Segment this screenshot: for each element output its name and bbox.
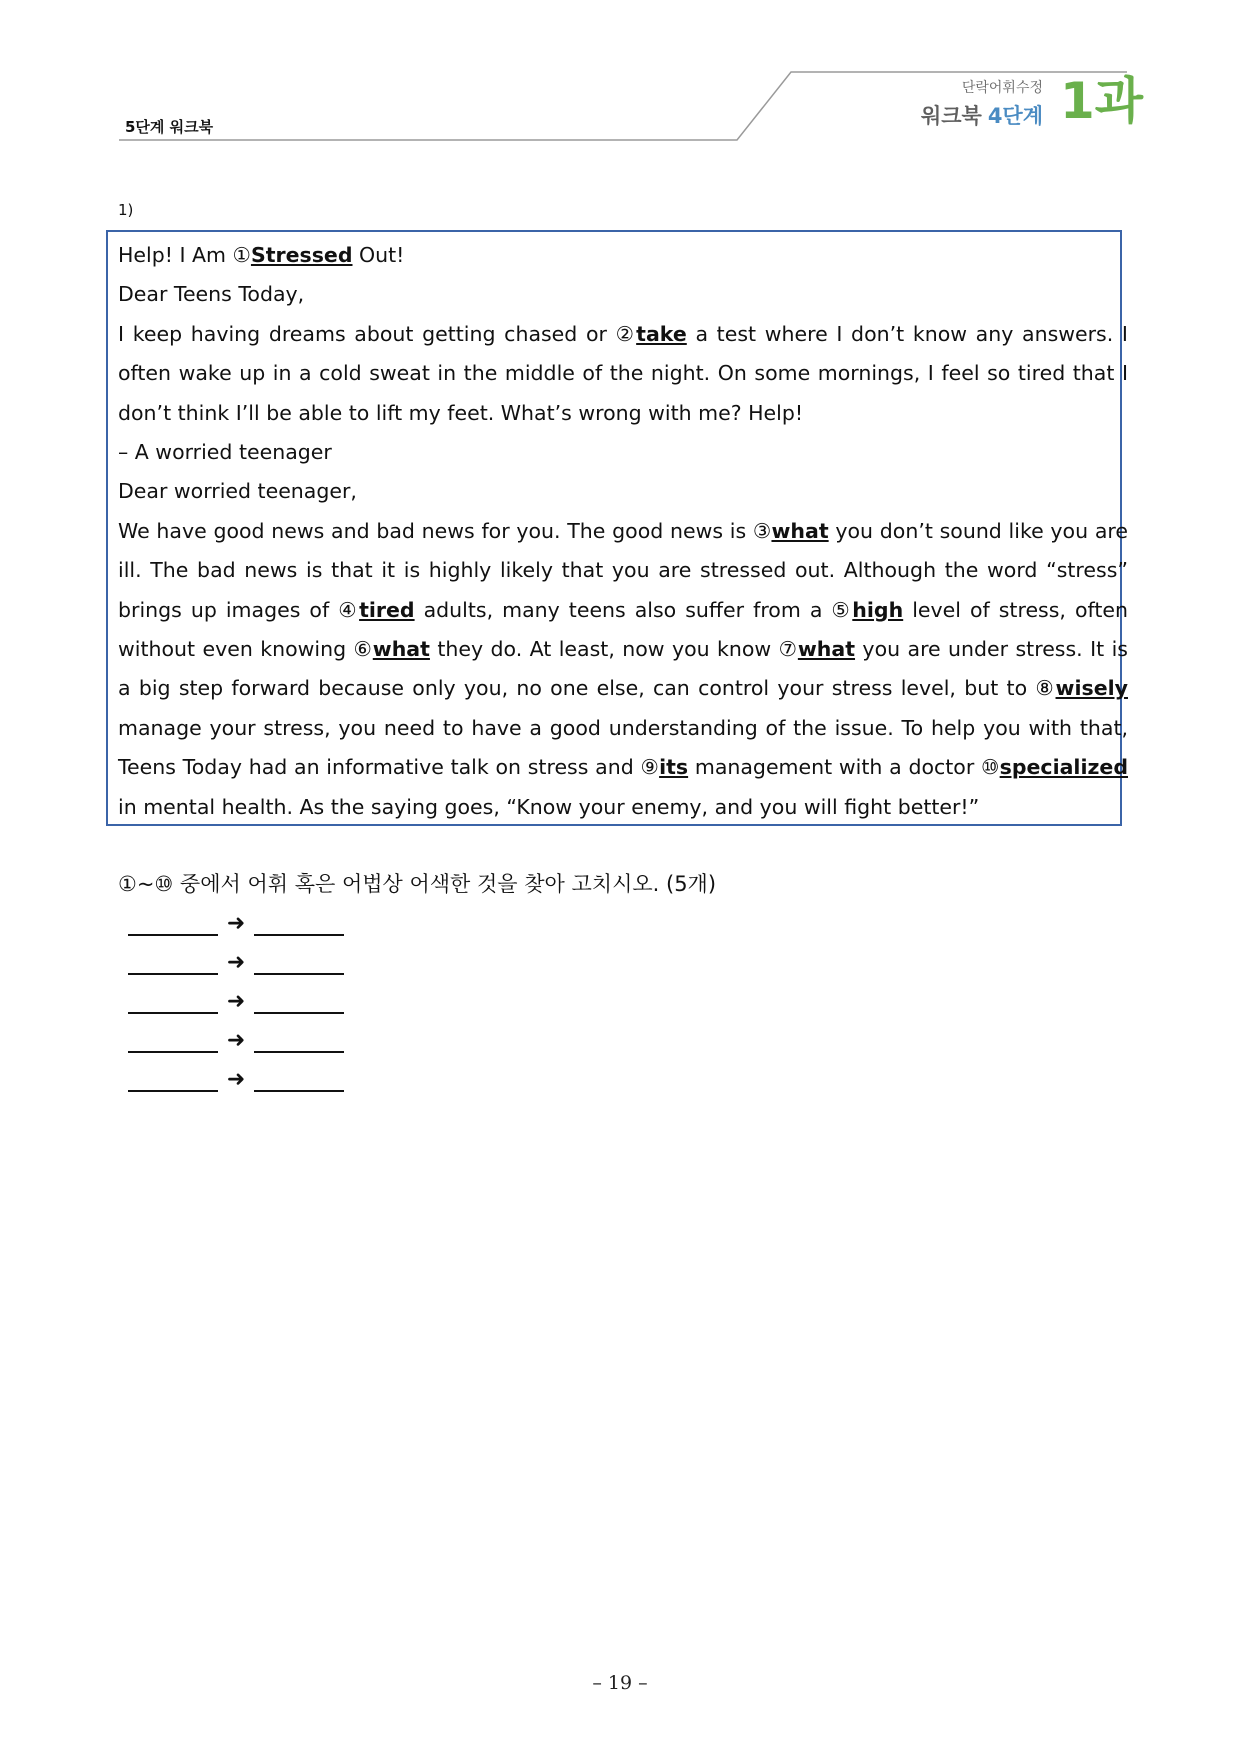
step-label: 4단계 (987, 104, 1043, 128)
marked-word-2: take (636, 321, 687, 346)
workbook-level-label: 5단계 워크북 (125, 118, 214, 136)
marked-word-6: what (372, 637, 430, 662)
marked-word-5: high (852, 597, 904, 622)
corrected-word-blank[interactable] (254, 1029, 344, 1053)
arrow-icon: ➜ (226, 911, 246, 936)
lesson-badge: 1과 (1060, 72, 1144, 130)
marked-word-1: Stressed (250, 243, 353, 267)
marked-word-9: its (659, 755, 689, 780)
marker-7: ⑦ (778, 637, 798, 662)
marked-word-3: what (771, 518, 829, 543)
greeting-1: Dear Teens Today, (118, 282, 305, 307)
workbook-label: 워크북 (920, 104, 982, 128)
passage (118, 236, 1128, 827)
question-number: 1) (118, 201, 134, 219)
marker-9: ⑨ (640, 755, 660, 780)
wrong-word-blank[interactable] (128, 912, 218, 936)
marked-word-7: what (797, 637, 856, 662)
page-number: – 19 – (592, 1672, 648, 1694)
answer-row-5 (128, 1068, 344, 1098)
passage-title: Help! I Am ①Stressed Out! (118, 243, 405, 267)
answer-row-2 (128, 951, 344, 981)
marker-2: ② (615, 321, 637, 346)
marker-10: ⑩ (981, 755, 1000, 780)
arrow-icon: ➜ (226, 950, 246, 975)
marker-5: ⑤ (831, 597, 853, 622)
marked-word-10: specialized (999, 755, 1128, 780)
arrow-icon: ➜ (226, 989, 246, 1014)
arrow-icon: ➜ (226, 1028, 246, 1053)
answer-row-1 (128, 912, 344, 942)
marked-word-4: tired (359, 597, 415, 622)
greeting-2: Dear worried teenager, (118, 479, 357, 504)
answer-row-3 (128, 990, 344, 1020)
marker-1: ① (232, 243, 251, 267)
question-instruction: ①~⑩ 중에서 어휘 혹은 어법상 어색한 것을 찾아 고치시오. (5개) (118, 872, 717, 896)
signature: – A worried teenager (118, 440, 332, 465)
arrow-icon: ➜ (226, 1067, 246, 1092)
marker-3: ③ (752, 518, 772, 543)
marker-6: ⑥ (353, 637, 373, 662)
section-type-label: 단락어휘수정 (961, 80, 1043, 96)
marker-8: ⑧ (1035, 676, 1056, 701)
letter-paragraph: I keep having dreams about getting chased or ②take a test where I don’t know any answers. I often wake up in a cold sweat in the middle of the night. On some mornings, I feel so tired that I don’t think I’ll be able to lift my feet. What’s wrong with me? Help! (118, 321, 1128, 425)
marker-4: ④ (338, 597, 360, 622)
wrong-word-blank[interactable] (128, 951, 218, 975)
workbook-step-label (921, 100, 1043, 130)
reply-paragraph: We have good news and bad news for you. The good news is ③what you don’t sound like you are ill. The bad news is that it is highly likely that you are stressed out. Although the word “stress” brings up images of ④tired adults, many teens also suffer from a ⑤high level of stress, often without even knowing ⑥what they do. At least, now you know ⑦what you are under stress. It is a big step forward because only you, no one else, can control your stress level, but to ⑧wisely manage your stress, you need to have a good understanding of the issue. To help you with that, Teens Today had an informative talk on stress and ⑨its management with a doctor ⑩specialized in mental health. As the saying goes, “Know your enemy, and you will fight better!” (118, 518, 1128, 819)
marked-word-8: wisely (1055, 676, 1128, 701)
wrong-word-blank[interactable] (128, 990, 218, 1014)
corrected-word-blank[interactable] (254, 1068, 344, 1092)
wrong-word-blank[interactable] (128, 1068, 218, 1092)
corrected-word-blank[interactable] (254, 912, 344, 936)
corrected-word-blank[interactable] (254, 951, 344, 975)
answer-row-4 (128, 1029, 344, 1059)
wrong-word-blank[interactable] (128, 1029, 218, 1053)
corrected-word-blank[interactable] (254, 990, 344, 1014)
